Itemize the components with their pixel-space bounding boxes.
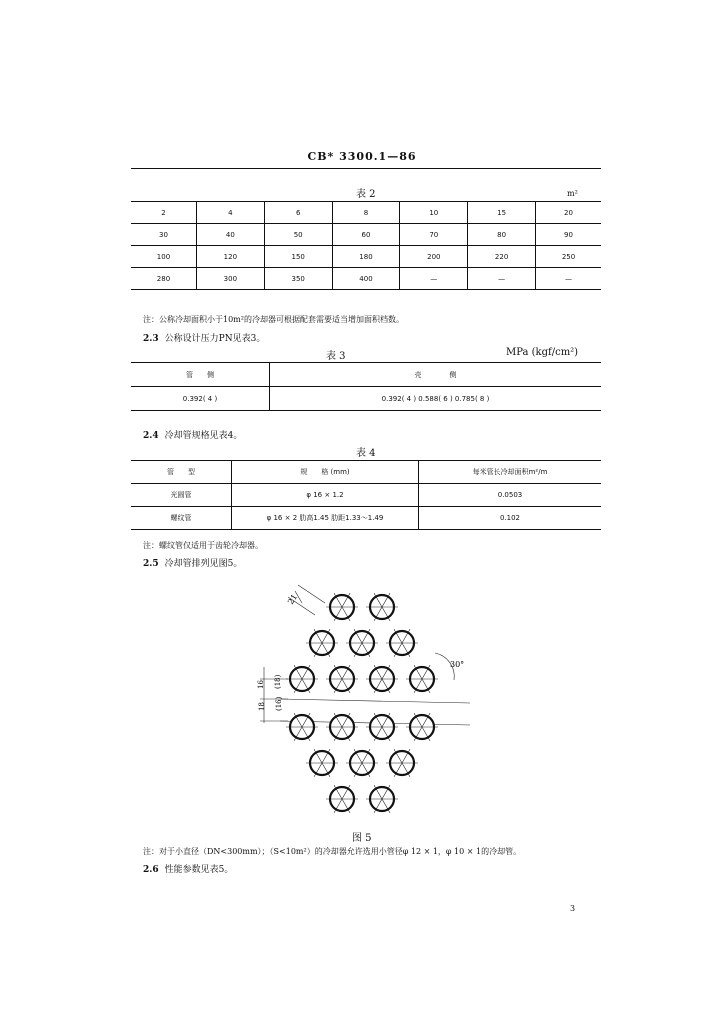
table2-cell: 280: [131, 268, 196, 290]
table2-row: [131, 246, 601, 268]
section-number: 2.5: [143, 559, 159, 569]
section-text: 冷却管排列见图5。: [164, 559, 243, 569]
figure5-note: 注：对于小直径（DN<300mm）；（S<10m²）的冷却器允许选用小管径φ 12 × 1，φ 10 × 1的冷却管。: [143, 847, 522, 856]
table4-header-spec: 规 格 (mm): [232, 461, 419, 484]
table2-cell: 250: [536, 246, 601, 268]
fig5-dim-b-paren: (16): [275, 696, 283, 711]
table2-row: [131, 202, 601, 224]
table2-cell: —: [400, 268, 468, 290]
section-2-6: [143, 862, 233, 875]
cooling-tube: [306, 749, 338, 777]
table2-cell: 180: [332, 246, 400, 268]
cooling-tube: [406, 665, 438, 693]
table2-cell: 2: [131, 202, 196, 224]
table2-cell: 50: [264, 224, 332, 246]
table2-row: [131, 268, 601, 290]
table3-header-tube: 管 侧: [131, 363, 270, 387]
table2-cell: 4: [196, 202, 264, 224]
fig5-dim-angle: 30°: [450, 660, 465, 669]
header-rule: [131, 168, 601, 169]
table2-cell: 15: [468, 202, 536, 224]
cooling-tube: [346, 749, 378, 777]
section-text: 性能参数见表5。: [164, 865, 234, 875]
fig5-dim-b: 18: [258, 702, 266, 711]
cooling-tube: [306, 629, 338, 657]
cooling-tube: [366, 785, 398, 813]
cooling-tube: [386, 629, 418, 657]
fig5-dim-a: 16: [257, 680, 265, 689]
table2-cell: 200: [400, 246, 468, 268]
cooling-tube: [366, 665, 398, 693]
table4-cell: 0.0503: [419, 484, 602, 507]
table4-cell: 螺纹管: [131, 507, 232, 530]
section-number: 2.6: [143, 865, 159, 875]
standard-code-header: CB* 3300.1—86: [307, 150, 417, 163]
table2-note: 注：公称冷却面积小于10m²的冷却器可根据配套需要适当增加面积档数。: [143, 315, 404, 324]
cooling-tube: [346, 629, 378, 657]
table2-cell: 10: [400, 202, 468, 224]
table2-cell: 150: [264, 246, 332, 268]
table3-caption: 表 3: [326, 351, 346, 362]
table2-cell: 30: [131, 224, 196, 246]
cooling-tube: [406, 713, 438, 741]
page-number: 3: [570, 904, 576, 913]
table2-cell: 8: [332, 202, 400, 224]
table2-cell: 350: [264, 268, 332, 290]
cooling-tube: [286, 665, 318, 693]
cooling-tube: [326, 785, 358, 813]
section-number: 2.4: [143, 431, 159, 441]
fig5-dim-a-paren: (18): [274, 674, 282, 689]
table4-cell: φ 16 × 2 肋高1.45 肋距1.33～1.49: [232, 507, 419, 530]
cooling-tube: [326, 665, 358, 693]
table3-header-shell: 壳 侧: [270, 363, 602, 387]
fig5-dim-pitch: 21: [286, 592, 300, 607]
table2-cell: —: [468, 268, 536, 290]
table3: [131, 362, 601, 411]
figure5-caption: 图 5: [352, 833, 372, 844]
table2-cell: 40: [196, 224, 264, 246]
table4-note: 注：螺纹管仅适用于齿轮冷却器。: [143, 541, 263, 550]
table4-header-area: 每米管长冷却面积m²/m: [419, 461, 602, 484]
section-text: 冷却管规格见表4。: [164, 431, 243, 441]
section-2-4: [143, 428, 242, 441]
table3-unit: MPa (kgf/cm²): [506, 347, 579, 358]
cooling-tube: [386, 749, 418, 777]
table4-cell: φ 16 × 1.2: [232, 484, 419, 507]
table2-unit: m²: [567, 189, 578, 198]
table4-cell: 0.102: [419, 507, 602, 530]
cooling-tube: [366, 713, 398, 741]
cooling-tube: [326, 593, 358, 621]
table2-cell: 20: [536, 202, 601, 224]
table2-caption: 表 2: [356, 189, 376, 200]
table2-cell: 400: [332, 268, 400, 290]
table2-cell: 100: [131, 246, 196, 268]
table4: [131, 460, 601, 530]
table2-cell: 60: [332, 224, 400, 246]
table3-cell-tube: 0.392( 4 ): [131, 387, 270, 411]
figure5-tube-arrangement: [240, 575, 490, 830]
section-2-5: [143, 556, 242, 569]
table2-cell: 300: [196, 268, 264, 290]
table2-cell: 220: [468, 246, 536, 268]
table2-cell: —: [536, 268, 601, 290]
cooling-tube: [366, 593, 398, 621]
table4-caption: 表 4: [356, 448, 376, 459]
table2-cell: 70: [400, 224, 468, 246]
section-text: 公称设计压力PN见表3。: [164, 334, 266, 344]
section-2-3: [143, 331, 265, 344]
table2-cell: 90: [536, 224, 601, 246]
table3-cell-shell: 0.392( 4 ) 0.588( 6 ) 0.785( 8 ): [270, 387, 602, 411]
reference-line: [280, 699, 470, 703]
cooling-tube: [326, 713, 358, 741]
table2-cell: 6: [264, 202, 332, 224]
table2-cell: 80: [468, 224, 536, 246]
table2: [131, 201, 601, 290]
table4-header-type: 管 型: [131, 461, 232, 484]
cooling-tube: [286, 713, 318, 741]
table2-row: [131, 224, 601, 246]
table4-cell: 光圆管: [131, 484, 232, 507]
section-number: 2.3: [143, 334, 159, 344]
table2-cell: 120: [196, 246, 264, 268]
